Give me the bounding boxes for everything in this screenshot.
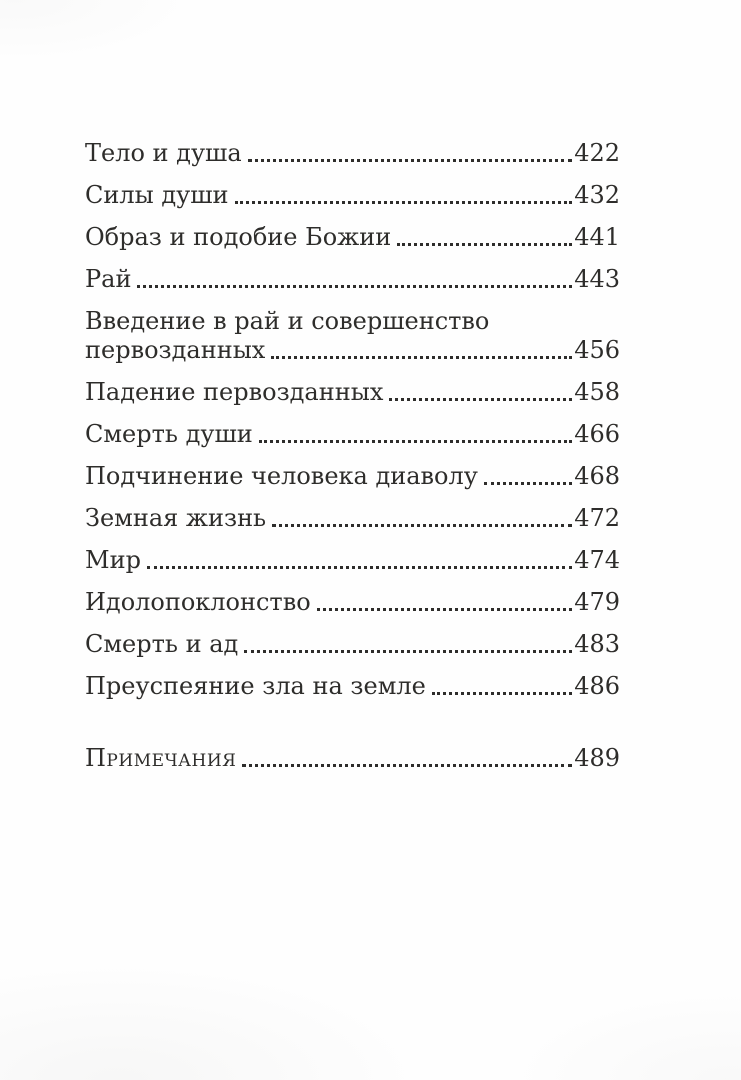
toc-entry [85, 546, 620, 575]
toc-entry-row [85, 223, 620, 252]
toc-entry-title: Примечания [85, 744, 237, 772]
toc-entry-title: Тело и душа [85, 139, 242, 167]
toc-entry [85, 223, 620, 252]
toc-entry-title: Смерть и ад [85, 630, 239, 658]
toc-page-number: 489 [574, 744, 620, 772]
toc-entry [85, 181, 620, 210]
toc-page-number: 443 [574, 265, 620, 293]
toc-entry [85, 378, 620, 407]
toc-page-number: 474 [574, 546, 620, 574]
dot-leader [272, 524, 572, 527]
dot-leader [389, 398, 572, 401]
toc-entry-title: Силы души [85, 181, 229, 209]
toc-page-number: 468 [574, 462, 620, 490]
toc-entry [85, 420, 620, 449]
toc-page-number: 456 [574, 336, 620, 364]
toc-page-number: 466 [574, 420, 620, 448]
toc-entry-title: Падение первозданных [85, 378, 384, 406]
toc-entry-row [85, 265, 620, 294]
dot-leader [397, 243, 572, 246]
dot-leader [271, 356, 572, 359]
toc-entry-row [85, 630, 620, 659]
toc-entry-title-line1: Введение в рай и совершенство [85, 307, 490, 335]
toc-page-number: 458 [574, 378, 620, 406]
toc-entry [85, 504, 620, 533]
toc-entry-title: Земная жизнь [85, 504, 267, 532]
toc-entry-title: Образ и подобие Божии [85, 223, 392, 251]
toc-entry [85, 588, 620, 617]
table-of-contents [85, 139, 620, 773]
toc-entry-row [85, 378, 620, 407]
dot-leader [137, 285, 572, 288]
toc-entry-row [85, 420, 620, 449]
toc-entry-title: Подчинение человека диаволу [85, 462, 478, 490]
dot-leader [484, 482, 572, 485]
toc-entry [85, 630, 620, 659]
toc-entry [85, 672, 620, 701]
dot-leader [147, 566, 572, 569]
toc-page-number: 486 [574, 672, 620, 700]
toc-page-number: 472 [574, 504, 620, 532]
toc-entry-row [85, 504, 620, 533]
toc-page-number: 422 [574, 139, 620, 167]
toc-entry-title: Рай [85, 265, 132, 293]
toc-page-number: 479 [574, 588, 620, 616]
toc-entry [85, 139, 620, 168]
toc-entry [85, 744, 620, 773]
toc-entry-row [85, 181, 620, 210]
toc-entry-row [85, 336, 620, 365]
dot-leader [248, 159, 573, 162]
toc-entry [85, 462, 620, 491]
dot-leader [432, 692, 572, 695]
toc-entry-title: Преуспеяние зла на земле [85, 672, 426, 700]
toc-entry-row [85, 672, 620, 701]
dot-leader [259, 440, 572, 443]
toc-entry-row [85, 139, 620, 168]
toc-entry [85, 265, 620, 294]
toc-entry-row [85, 462, 620, 491]
dot-leader [235, 201, 573, 204]
toc-entry-row [85, 588, 620, 617]
toc-entry-title: Мир [85, 546, 141, 574]
toc-entry [85, 307, 620, 365]
toc-entry-row [85, 744, 620, 773]
dot-leader [317, 608, 573, 611]
toc-page-number: 432 [574, 181, 620, 209]
dot-leader [244, 650, 572, 653]
dot-leader [242, 764, 572, 767]
toc-page-number: 441 [574, 223, 620, 251]
toc-entry-title: Смерть души [85, 420, 253, 448]
toc-page-number: 483 [574, 630, 620, 658]
toc-entry-title: Идолопоклонство [85, 588, 311, 616]
toc-entry-row [85, 546, 620, 575]
toc-entry-title: первозданных [85, 336, 266, 364]
